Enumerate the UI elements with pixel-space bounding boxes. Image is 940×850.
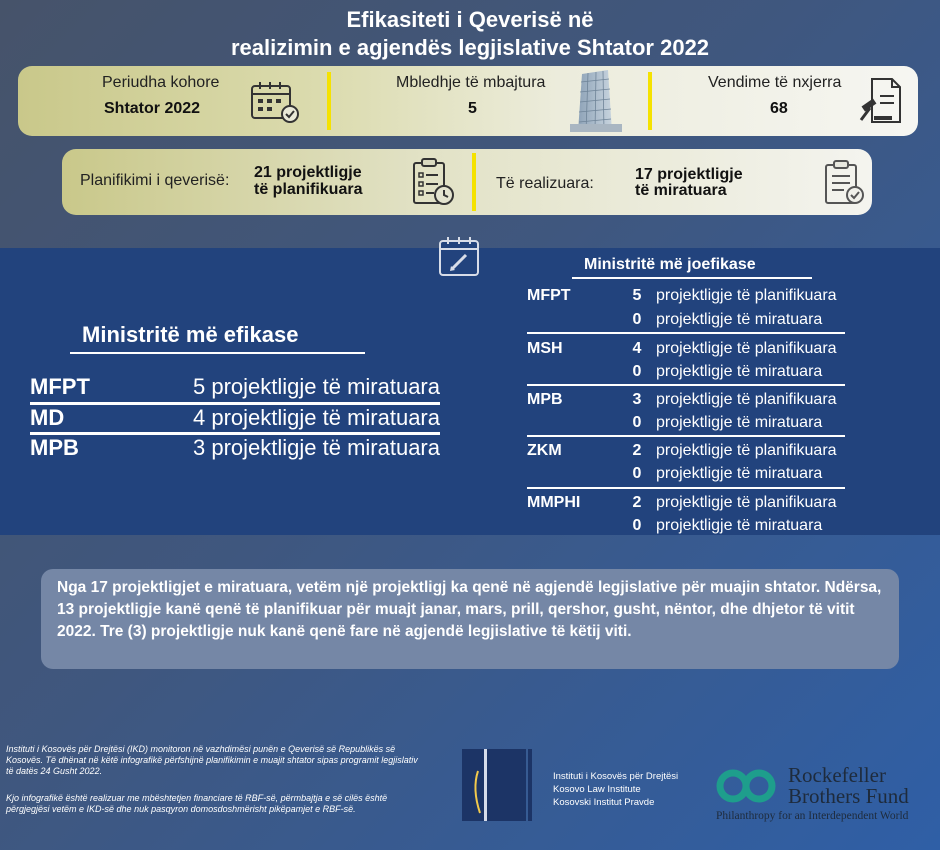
approved-count: 0 <box>632 363 642 380</box>
clipboard-clock-icon <box>410 157 456 207</box>
divider <box>572 277 812 279</box>
separator <box>648 72 652 130</box>
approved-count: 0 <box>632 311 642 328</box>
approved-count: 0 <box>632 414 642 431</box>
efficient-title: Ministritë më efikase <box>82 322 299 347</box>
divider <box>527 435 845 437</box>
approved-text: projektligje të miratuara <box>656 311 823 328</box>
ministry-code: MFPT <box>30 374 90 399</box>
separator <box>472 153 476 211</box>
page-title <box>0 6 940 62</box>
efficient-row <box>30 374 440 402</box>
ministry-code: ZKM <box>527 442 562 459</box>
planned-value: 21 projektligje të planifikuara <box>254 164 363 198</box>
planned-text: projektligje të planifikuara <box>656 340 837 357</box>
separator <box>327 72 331 130</box>
planned-count: 5 <box>632 287 642 304</box>
planned-count: 2 <box>632 494 642 511</box>
realized-value: 17 projektligje të miratuara <box>635 166 743 199</box>
planning-bar <box>62 149 872 215</box>
realized-label: Të realizuara: <box>496 175 594 192</box>
approved-count: 0 <box>632 517 642 534</box>
ikd-name: Instituti i Kosovës për Drejtësi Kosovo Law Institute Kosovski Institut Pravde <box>553 771 679 808</box>
efficient-row <box>30 435 440 463</box>
approved-text: projektligje të miratuara <box>656 465 823 482</box>
gavel-document-icon <box>858 76 904 126</box>
inefficient-title: Ministritë më joefikase <box>584 256 756 273</box>
note-text: Nga 17 projektligjet e miratuara, vetëm një projektligj ka qenë në agjendë legjislative për muajin shtator. Ndërsa, 13 projektligje kanë qenë të planifikuar për muajt janar, mars, prill, qershor, gusht, nëntor, dhe dhjetor të vitit 2022. Tre (3) projektligje nuk kanë qenë fare në agjendë legjislative të këtij viti. <box>57 579 882 640</box>
planned-count: 2 <box>632 442 642 459</box>
calendar-check-icon <box>248 80 302 124</box>
note-box <box>41 569 899 669</box>
ministry-code: MMPHI <box>527 494 581 511</box>
government-building-image <box>568 68 624 134</box>
ministry-code: MPB <box>527 391 563 408</box>
approved-text: projektligje të miratuara <box>656 363 823 380</box>
period-label: Periudha kohore <box>102 74 220 91</box>
summary-bar <box>18 66 918 136</box>
ministry-code: MSH <box>527 340 563 357</box>
planned-text: projektligje të planifikuara <box>656 442 837 459</box>
ministry-result: 3 projektligje të miratuara <box>192 435 440 460</box>
planned-count: 3 <box>632 391 642 408</box>
period-value: Shtator 2022 <box>104 100 201 117</box>
ministry-code: MD <box>30 405 65 430</box>
divider <box>527 487 845 489</box>
efficient-row <box>30 405 440 433</box>
ministry-code: MPB <box>30 435 79 460</box>
approved-count: 0 <box>632 465 642 482</box>
title-line-2: realizimin e agjendës legjislative Shtator 2022 <box>230 35 710 60</box>
calendar-pen-icon <box>437 236 481 278</box>
planned-text: projektligje të planifikuara <box>656 494 837 511</box>
divider <box>527 332 845 334</box>
ministry-result: 4 projektligje të miratuara <box>192 405 440 430</box>
ministry-result: 5 projektligje të miratuara <box>192 374 440 399</box>
meetings-label: Mbledhje të mbajtura <box>396 74 546 91</box>
rbf-tagline: Philanthropy for an Interdependent World <box>716 810 909 822</box>
planned-count: 4 <box>632 340 642 357</box>
divider <box>527 384 845 386</box>
ministry-code: MFPT <box>527 287 571 304</box>
decisions-label: Vendime të nxjerra <box>708 74 842 91</box>
divider <box>70 352 365 354</box>
meetings-value: 5 <box>468 100 477 117</box>
rbf-name: Rockefeller Brothers Fund <box>788 763 909 808</box>
clipboard-check-icon <box>822 159 868 207</box>
planned-label: Planifikimi i qeverisë: <box>80 172 230 189</box>
ikd-logo <box>462 749 542 821</box>
planned-text: projektligje të planifikuara <box>656 287 837 304</box>
title-line-1: Efikasiteti i Qeverisë në <box>346 7 594 32</box>
rbf-logo-icon <box>713 766 779 806</box>
approved-text: projektligje të miratuara <box>656 517 823 534</box>
footer-note-2: Kjo infografikë është realizuar me mbështetjen financiare të RBF-së, përmbajtja e së cilës është përgjegjësi vetëm e IKD-së dhe nuk pasqyron domosdoshmërisht pikëpamjet e RBF-së. <box>6 793 388 814</box>
decisions-value: 68 <box>770 100 788 117</box>
footer-note-1: Instituti i Kosovës për Drejtësi (IKD) monitoron në vazhdimësi punën e Qeverisë së Republikës së Kosovës. Të dhënat në këtë infografikë përfshijnë planifikimin e muajit shtator sipas programit legjislativ të datës 24 Gusht 2022. <box>6 744 418 776</box>
planned-text: projektligje të planifikuara <box>656 391 837 408</box>
approved-text: projektligje të miratuara <box>656 414 823 431</box>
